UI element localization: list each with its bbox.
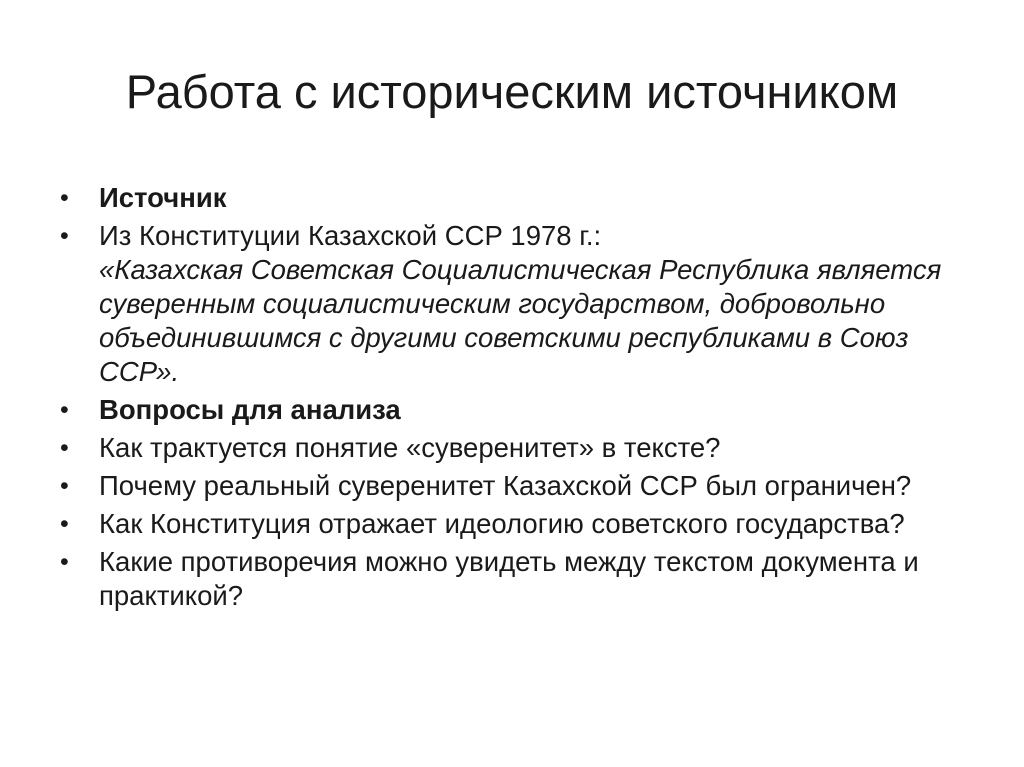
source-citation: Из Конституции Казахской ССР 1978 г.: <box>99 220 602 251</box>
list-item-source-heading <box>58 181 958 215</box>
source-heading: Источник <box>99 182 227 213</box>
source-quote: «Казахская Советская Социалистическая Республика является суверенным социалистическим государством, добровольно объединившимся с другими советскими республиками в Союз ССР». <box>99 254 942 387</box>
bullet-icon: • <box>60 184 69 212</box>
bullet-icon: • <box>60 472 69 500</box>
bullet-icon: • <box>60 434 69 462</box>
question-text: Какие противоречия можно увидеть между текстом документа и практикой? <box>99 546 919 611</box>
question-text: Почему реальный суверенитет Казахской ССР был ограничен? <box>99 470 912 501</box>
list-item-question-4 <box>58 545 958 613</box>
list-item-question-2 <box>58 469 958 503</box>
question-text: Как трактуется понятие «суверенитет» в тексте? <box>99 432 721 463</box>
question-text: Как Конституция отражает идеологию советского государства? <box>99 508 905 539</box>
slide-content <box>58 181 958 617</box>
list-item-questions-heading <box>58 393 958 427</box>
bullet-icon: • <box>60 548 69 576</box>
questions-heading: Вопросы для анализа <box>99 394 401 425</box>
list-item-question-3 <box>58 507 958 541</box>
slide-title: Работа с историческим источником <box>125 65 899 118</box>
list-item-source-text <box>58 219 958 389</box>
bullet-icon: • <box>60 222 69 250</box>
bullet-icon: • <box>60 510 69 538</box>
bullet-icon: • <box>60 396 69 424</box>
bullet-list <box>58 181 958 613</box>
list-item-question-1 <box>58 431 958 465</box>
